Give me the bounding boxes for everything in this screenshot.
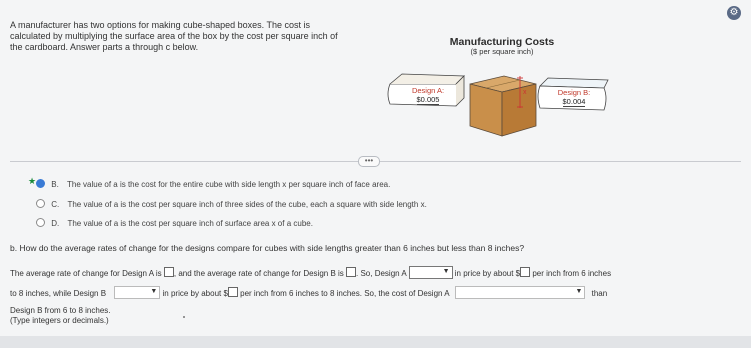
answer-text: per inch from 6 inches: [532, 269, 612, 278]
answer-line-3: Design B from 6 to 8 inches.: [10, 306, 111, 315]
answer-text: to 8 inches, while Design B: [10, 289, 107, 298]
option-c-letter: C.: [51, 200, 60, 209]
cube-box: [470, 76, 536, 136]
design-b-rate-input[interactable]: [346, 267, 356, 277]
option-b[interactable]: [28, 176, 391, 189]
chevron-down-icon: ▼: [150, 288, 158, 295]
design-a-rate-input[interactable]: [164, 267, 174, 277]
format-hint: (Type integers or decimals.): [10, 316, 109, 325]
more-button[interactable]: •••: [358, 156, 380, 167]
option-b-text: The value of a is the cost for the entire cube with side length x per square inch of face area.: [67, 180, 391, 189]
selected-star-icon: ★: [28, 176, 37, 186]
x-label: x: [523, 89, 527, 96]
design-b-change-dropdown[interactable]: [114, 286, 160, 299]
hint-block: [10, 306, 111, 326]
answer-line-1: [10, 266, 611, 279]
design-a-price-input[interactable]: [520, 267, 530, 277]
answer-text: per inch from 6 inches to 8 inches. So, the cost of Design A: [240, 289, 450, 298]
answer-text: than: [591, 289, 608, 298]
answer-text: The average rate of change for Design A is: [10, 269, 162, 278]
option-c-text: The value of a is the cost per square inch of three sides of the cube, each a square with side length x.: [67, 200, 427, 209]
design-b-label: Design B:: [557, 88, 591, 97]
chevron-down-icon: ▼: [442, 268, 450, 275]
figure-subtitle: ($ per square inch): [470, 47, 534, 56]
problem-line-3: the cardboard. Answer parts a through c below.: [10, 42, 199, 52]
option-d[interactable]: [36, 218, 313, 228]
design-b-value: $0.004: [562, 97, 586, 106]
answer-line-2: [10, 286, 607, 299]
answer-text: . So, Design A: [356, 269, 407, 278]
problem-statement: [10, 20, 370, 53]
option-d-text: The value of a is the cost per square inch of surface area x of a cube.: [67, 219, 313, 228]
design-a-label-group: [400, 86, 456, 105]
figure-title: Manufacturing Costs: [449, 36, 555, 48]
answer-text: in price by about $: [454, 269, 521, 278]
option-b-radio[interactable]: [36, 179, 45, 188]
gear-icon[interactable]: ⚙: [727, 6, 741, 20]
problem-line-2: calculated by multiplying the surface area of the box by the cost per square inch of: [10, 31, 338, 41]
cost-comparison-dropdown[interactable]: [455, 286, 585, 299]
option-b-letter: B.: [51, 180, 59, 189]
bottom-bar: [0, 336, 751, 348]
design-a-change-dropdown[interactable]: [409, 266, 453, 279]
chevron-down-icon: ▼: [575, 288, 583, 295]
option-d-letter: D.: [51, 219, 60, 228]
design-a-value: $0.005: [416, 95, 440, 104]
problem-line-1: A manufacturer has two options for making cube-shaped boxes. The cost is: [10, 20, 310, 30]
design-b-price-input[interactable]: [228, 287, 238, 297]
option-d-radio[interactable]: [36, 218, 45, 227]
design-a-label: Design A:: [411, 86, 445, 95]
cursor-dot: [183, 316, 185, 318]
option-c[interactable]: [36, 199, 427, 209]
design-b-label-group: [546, 88, 602, 107]
manufacturing-costs-figure: [372, 34, 610, 144]
option-c-radio[interactable]: [36, 199, 45, 208]
answer-text: in price by about $: [162, 289, 228, 298]
answer-text: , and the average rate of change for Design B is: [173, 269, 344, 278]
question-b: b. How do the average rates of change for the designs compare for cubes with side lengths greater than 6 inches but less than 8 inches?: [10, 243, 525, 253]
